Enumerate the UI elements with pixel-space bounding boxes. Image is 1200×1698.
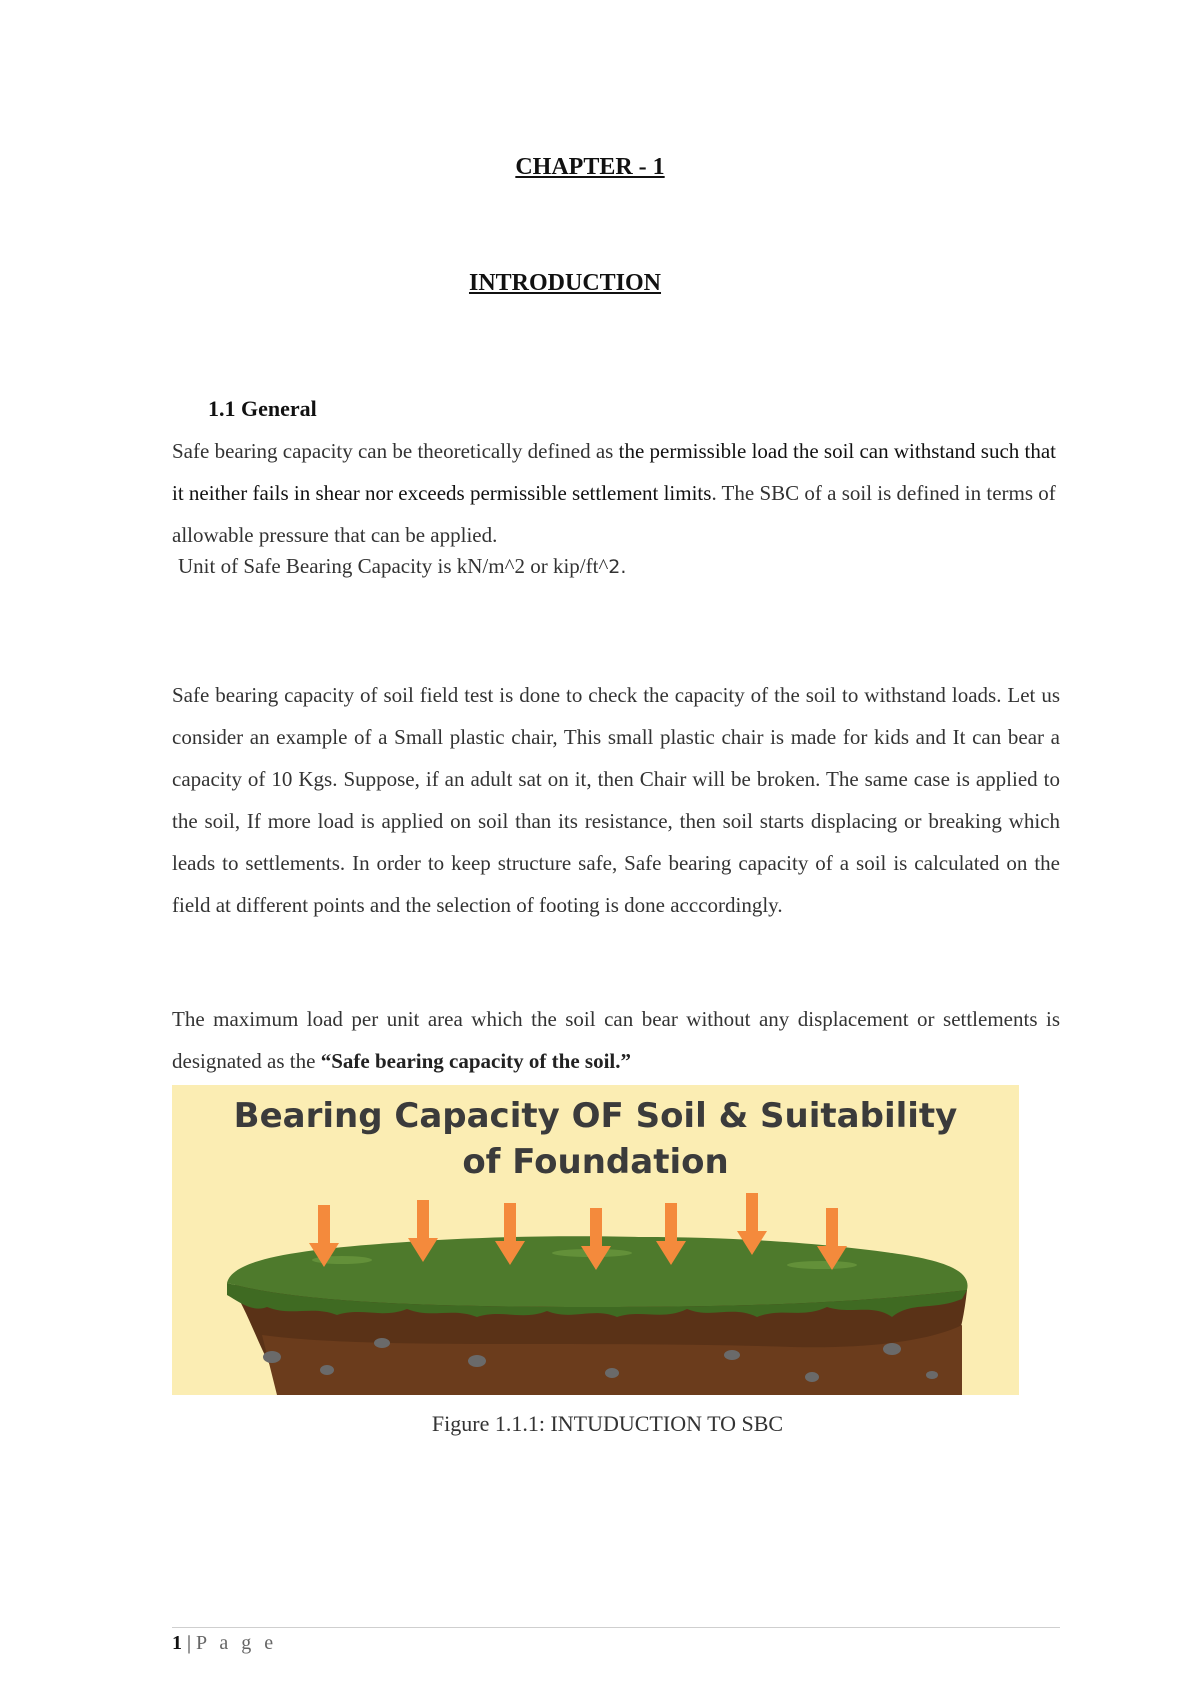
unit-text: Unit of Safe Bearing Capacity is kN/m^2 or kip/ft^ bbox=[178, 554, 609, 578]
conclusion-text: The maximum load per unit area which the soil can bear without any displacement or settlements is designated as the bbox=[172, 1007, 1060, 1073]
footer-divider bbox=[172, 1627, 1060, 1628]
footer-separator: | bbox=[187, 1632, 192, 1654]
page-label: P a g e bbox=[196, 1632, 278, 1654]
conclusion-bold: “Safe bearing capacity of the soil.” bbox=[320, 1049, 632, 1073]
figure-title-line-1: Bearing Capacity OF Soil & Suitability bbox=[233, 1096, 958, 1136]
page-number: 1 bbox=[172, 1632, 182, 1654]
introduction-title: INTRODUCTION bbox=[468, 270, 662, 296]
definition-emphasis: the permissible load the soil can withstand such that it neither fails in shear nor exceeds permissible settlement limits bbox=[172, 439, 1057, 505]
definition-tail: . The SBC of a soil is defined in terms of allowable pressure that can be applied. bbox=[172, 481, 1056, 547]
figure-title bbox=[172, 1093, 1019, 1185]
figure-caption: Figure 1.1.1: INTUDUCTION TO SBC bbox=[431, 1411, 784, 1436]
chapter-title: CHAPTER - 1 bbox=[515, 154, 665, 180]
figure-title-line-2: of Foundation bbox=[462, 1142, 729, 1182]
paragraph-example: Safe bearing capacity of soil field test is done to check the capacity of the soil to withstand loads. Let us consider an example of a Small plastic chair, This small plastic chair is made for kids and It can bear a capacity of 10 Kgs. Suppose, if an adult sat on it, then Chair will be broken. The same case is applied to the soil, If more load is applied on soil than its resistance, then soil starts displacing or breaking which leads to settlements. In order to keep structure safe, Safe bearing capacity of a soil is calculated on the field at different points and the selection of footing is done acccordingly. bbox=[172, 683, 1060, 917]
paragraph-definition bbox=[172, 430, 1060, 556]
figure-bearing-capacity bbox=[172, 1085, 1019, 1395]
definition-lead: Safe bearing capacity can be theoretically defined as bbox=[172, 439, 619, 463]
unit-tail: 2. bbox=[608, 556, 627, 578]
unit-line bbox=[178, 554, 626, 579]
page-footer bbox=[172, 1632, 277, 1655]
section-heading: 1.1 General bbox=[208, 396, 317, 421]
paragraph-conclusion bbox=[172, 998, 1060, 1082]
